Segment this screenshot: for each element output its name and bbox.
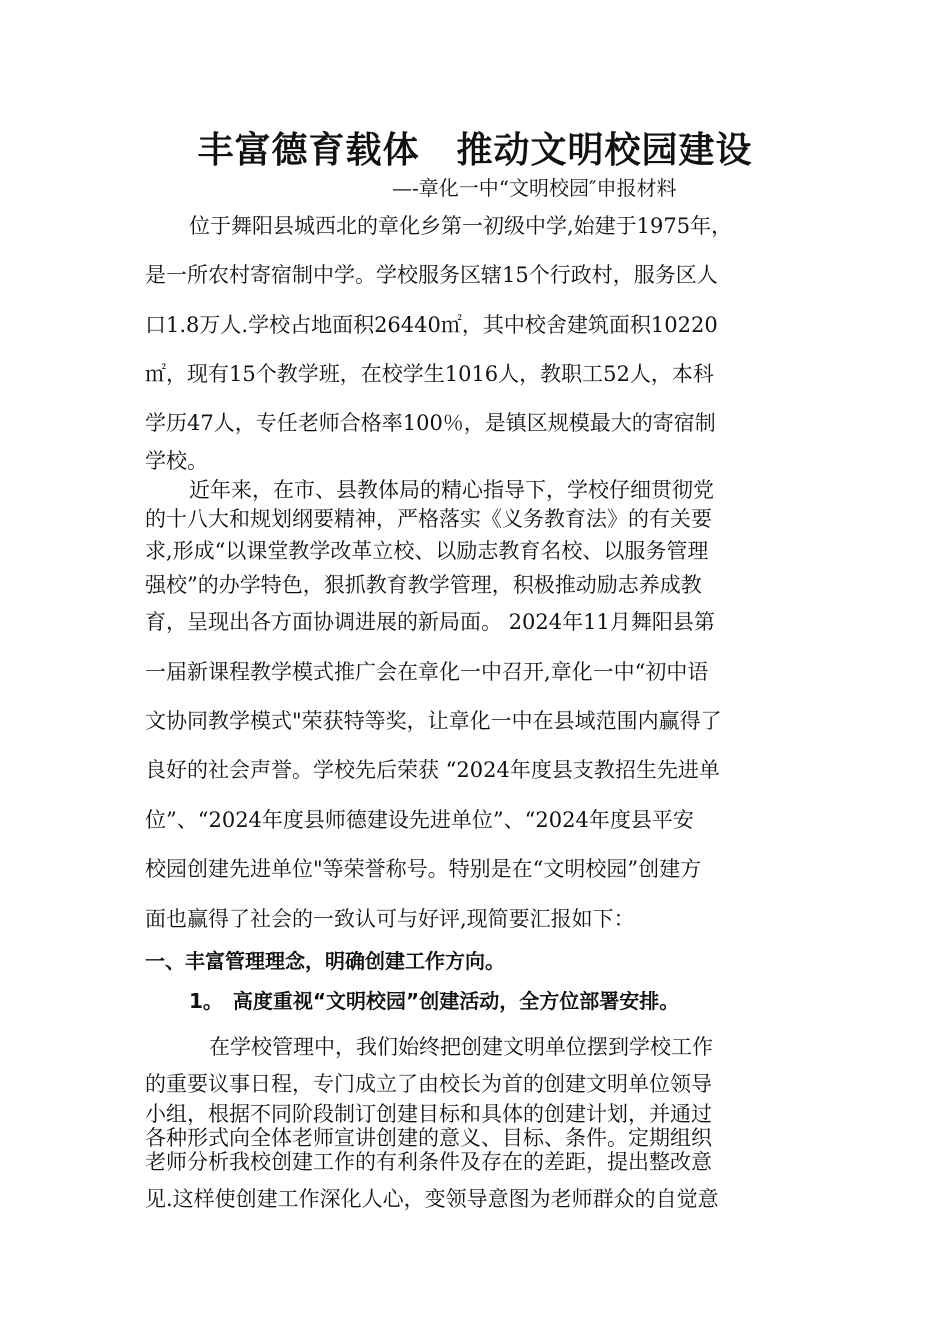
- paragraph-line: 一届新课程教学模式推广会在章化一中召开,章化一中“初中语: [145, 660, 709, 684]
- paragraph-line: 近年来，在市、县教体局的精心指导下，学校仔细贯彻党: [189, 478, 714, 502]
- paragraph-line: 求,形成“以课堂教学改革立校、以励志教育名校、以服务管理: [145, 539, 709, 563]
- paragraph-line: 学校。: [145, 449, 208, 473]
- document-subtitle: —-章化一中“文明校园″申报材料: [392, 176, 677, 200]
- item-1-heading: 1。 高度重视“文明校园”创建活动，全方位部署安排。: [189, 989, 680, 1013]
- paragraph-line: 良好的社会声誉。学校先后荣获 “2024年度县支教招生先进单: [145, 758, 720, 782]
- paragraph-line: 的十八大和规划纲要精神，严格落实《义务教育法》的有关要: [145, 507, 712, 531]
- paragraph-line: 在学校管理中，我们始终把创建文明单位摆到学校工作: [209, 1035, 713, 1059]
- paragraph-line: 的重要议事日程，专门成立了由校长为首的创建文明单位领导: [145, 1072, 712, 1096]
- paragraph-line: 位”、“2024年度县师德建设先进单位”、“2024年度县平安: [145, 808, 694, 832]
- paragraph-line: 是一所农村寄宿制中学。学校服务区辖15个行政村，服务区人: [145, 263, 718, 287]
- paragraph-line: 老师分析我校创建工作的有利条件及存在的差距，提出整改意: [145, 1150, 712, 1174]
- paragraph-line: 小组，根据不同阶段制订创建目标和具体的创建计划，并通过: [145, 1102, 712, 1126]
- paragraph-line: ㎡，现有15个教学班，在校学生1016人，教职工52人，本科: [145, 362, 714, 386]
- paragraph-line: 学历47人，专任老师合格率100％，是镇区规模最大的寄宿制: [145, 411, 716, 435]
- paragraph-line: 文协同教学模式"荣获特等奖，让章化一中在县域范围内赢得了: [145, 709, 722, 733]
- paragraph-line: 口1.8万人.学校占地面积26440㎡，其中校舍建筑面积10220: [145, 313, 718, 337]
- paragraph-line: 育，呈现出各方面协调进展的新局面。 2024年11月舞阳县第: [145, 610, 715, 634]
- document-title: 丰富德育载体 推动文明校园建设: [197, 130, 753, 171]
- paragraph-line: 校园创建先进单位"等荣誉称号。特别是在“文明校园”创建方: [145, 857, 702, 881]
- section-1-heading: 一、丰富管理理念，明确创建工作方向。: [145, 949, 505, 973]
- paragraph-line: 各种形式向全体老师宣讲创建的意义、目标、条件。定期组织: [145, 1126, 712, 1150]
- paragraph-line: 面也赢得了社会的一致认可与好评,现简要汇报如下：: [145, 907, 635, 931]
- paragraph-line: 位于舞阳县城西北的章化乡第一初级中学,始建于1975年，: [189, 214, 733, 238]
- paragraph-line: 强校”的办学特色，狠抓教育教学管理，积极推动励志养成教: [145, 573, 702, 597]
- paragraph-line: 见.这样使创建工作深化人心，变领导意图为老师群众的自觉意: [145, 1187, 719, 1211]
